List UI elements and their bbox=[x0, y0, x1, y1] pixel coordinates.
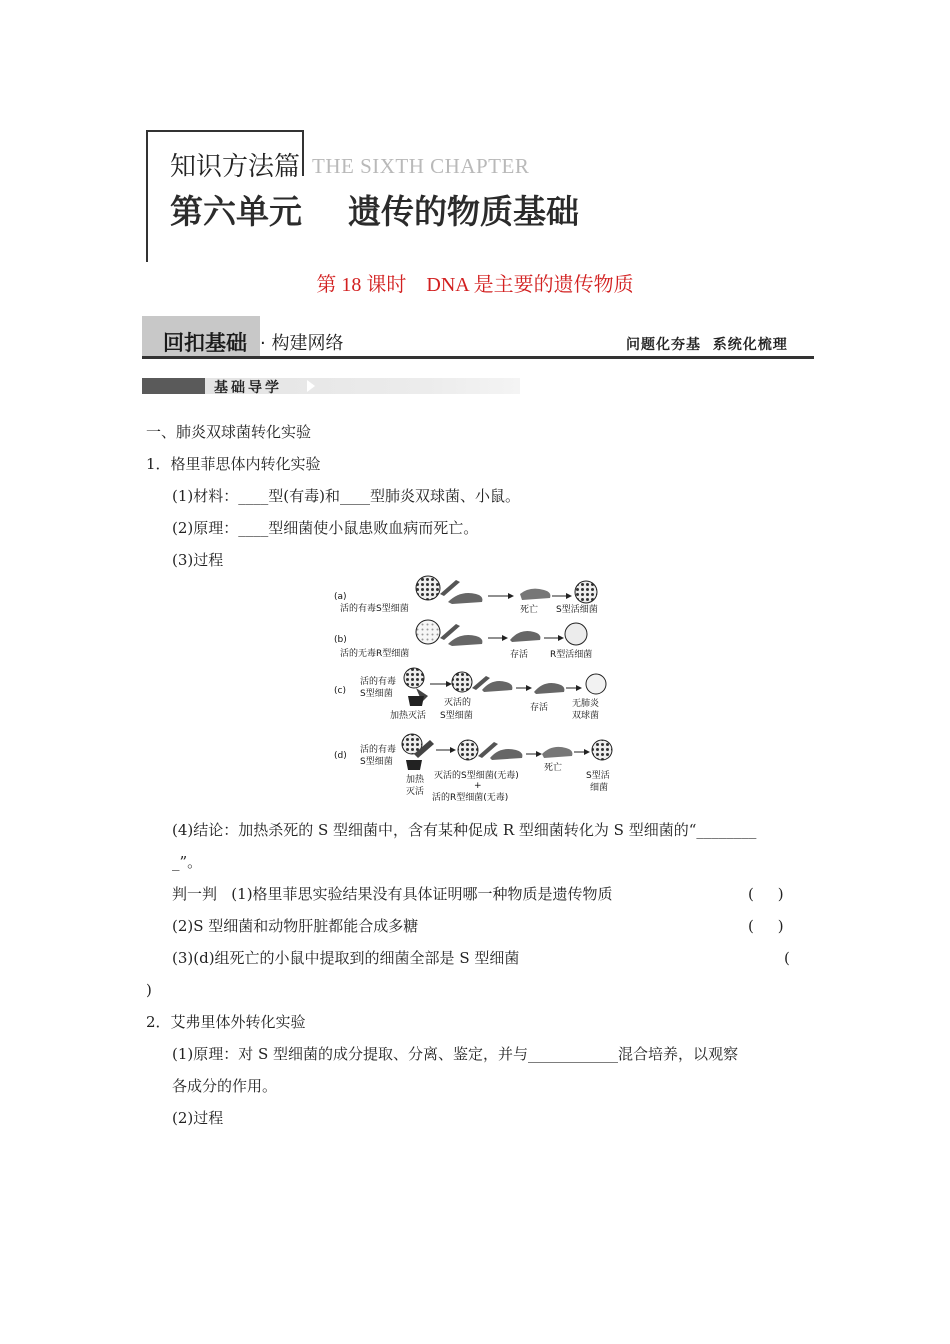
arrow-icon bbox=[450, 747, 456, 753]
row-d-right-label-2: 细菌 bbox=[590, 783, 609, 793]
syringe-icon bbox=[440, 580, 460, 596]
arrow-icon bbox=[502, 635, 508, 641]
judge-1-answer-bracket[interactable]: ( ) bbox=[748, 885, 784, 903]
item1-conclusion-cont: _”。 bbox=[172, 853, 203, 871]
row-b-left-label: 活的无毒R型细菌 bbox=[340, 649, 410, 659]
judge-2-answer-bracket[interactable]: ( ) bbox=[748, 917, 784, 935]
arrow-icon bbox=[576, 685, 582, 691]
header-frame-right-line bbox=[302, 130, 304, 176]
row-d-plus: + bbox=[474, 781, 482, 791]
row-a bbox=[334, 576, 598, 615]
mouse-icon bbox=[534, 683, 564, 694]
row-d-heat-label-1: 加热 bbox=[406, 775, 425, 785]
petri-dish-icon bbox=[452, 672, 472, 692]
judge-3-bracket-open[interactable]: ( bbox=[784, 949, 790, 967]
arrow-icon bbox=[584, 749, 590, 755]
unit-title: 第六单元 遗传的物质基础 bbox=[170, 192, 579, 231]
arrow-icon bbox=[536, 751, 542, 757]
item2-process: (2)过程 bbox=[172, 1109, 224, 1127]
item1-process: (3)过程 bbox=[172, 551, 224, 569]
judge-2: (2)S 型细菌和动物肝脏都能合成多糖 bbox=[172, 917, 419, 935]
header-frame-top-line bbox=[146, 130, 304, 132]
row-c-left-label-1: 活的有毒 bbox=[360, 677, 397, 687]
section-label: 知识方法篇 bbox=[170, 152, 301, 182]
mouse-icon bbox=[448, 635, 482, 646]
subheading-text: 基础导学 bbox=[214, 380, 282, 396]
arrow-icon bbox=[558, 635, 564, 641]
arrow-icon bbox=[526, 685, 532, 691]
petri-dish-icon bbox=[586, 674, 606, 694]
petri-dish-icon bbox=[592, 740, 612, 760]
row-c-heat-label: 加热灭活 bbox=[390, 711, 427, 721]
section-bar-underline bbox=[142, 356, 814, 359]
row-c-dead-label-2: S型细菌 bbox=[440, 711, 473, 721]
row-b-right-label: R型活细菌 bbox=[550, 650, 593, 660]
row-c-right-label-1: 无肺炎 bbox=[572, 699, 600, 709]
subheading-arrow-icon bbox=[307, 380, 315, 392]
row-d-mix-label-1: 灭活的S型细菌(无毒) bbox=[434, 771, 519, 781]
row-d-heat-label-2: 灭活 bbox=[406, 787, 425, 797]
row-c-left-label-2: S型细菌 bbox=[360, 689, 393, 699]
griffith-experiment-figure bbox=[330, 572, 620, 806]
dead-mouse-icon bbox=[520, 589, 550, 600]
item1-material: (1)材料：____型(有毒)和____型肺炎双球菌、小鼠。 bbox=[172, 487, 520, 505]
chapter-english-title: THE SIXTH CHAPTER bbox=[312, 154, 530, 178]
petri-dish-icon bbox=[404, 668, 424, 688]
dead-mouse-icon bbox=[542, 747, 572, 758]
petri-dish-icon bbox=[416, 620, 440, 644]
mouse-icon bbox=[490, 749, 522, 760]
row-c bbox=[334, 668, 606, 721]
lesson-title: 第 18 课时 DNA 是主要的遗传物质 bbox=[316, 274, 634, 296]
mouse-icon bbox=[448, 593, 482, 604]
arrow-icon bbox=[566, 593, 572, 599]
section-bar-subtitle: · 构建网络 bbox=[260, 333, 344, 354]
row-d bbox=[334, 734, 612, 803]
petri-dish-icon bbox=[565, 623, 587, 645]
petri-dish-icon bbox=[416, 576, 440, 600]
row-d-tag: (d) bbox=[334, 751, 347, 761]
arrow-icon bbox=[508, 593, 514, 599]
row-c-dead-label-1: 灭活的 bbox=[444, 698, 472, 708]
row-d-mid-label: 死亡 bbox=[544, 763, 563, 773]
petri-dish-icon bbox=[458, 740, 478, 760]
flask-icon bbox=[408, 696, 424, 706]
item2-title: 2．艾弗里体外转化实验 bbox=[146, 1013, 306, 1031]
row-b-mid-label: 存活 bbox=[510, 650, 529, 660]
row-a-left-label: 活的有毒S型细菌 bbox=[340, 604, 409, 614]
section-bar-slogan: 问题化夯基 系统化梳理 bbox=[626, 337, 788, 353]
row-c-mid-label: 存活 bbox=[530, 703, 549, 713]
row-b-tag: (b) bbox=[334, 635, 347, 645]
item1-principle: (2)原理：____型细菌使小鼠患败血病而死亡。 bbox=[172, 519, 479, 537]
row-d-left-label-1: 活的有毒 bbox=[360, 745, 397, 755]
row-a-tag: (a) bbox=[334, 592, 347, 602]
arrow-icon bbox=[446, 681, 452, 687]
row-d-left-label-2: S型细菌 bbox=[360, 757, 393, 767]
judge-3: (3)(d)组死亡的小鼠中提取到的细菌全部是 S 型细菌 bbox=[172, 949, 520, 967]
item2-principle-cont: 各成分的作用。 bbox=[172, 1077, 278, 1095]
section-bar-title: 回扣基础 bbox=[163, 331, 247, 355]
mouse-icon bbox=[510, 631, 540, 642]
flask-icon bbox=[406, 760, 422, 770]
item2-principle: (1)原理：对 S 型细菌的成分提取、分离、鉴定，并与____________混合培养，以观察 bbox=[172, 1045, 739, 1063]
mouse-icon bbox=[482, 681, 512, 692]
header-frame-left-line bbox=[146, 130, 148, 262]
judge-1: 判一判 (1)格里菲思实验结果没有具体证明哪一种物质是遗传物质 bbox=[172, 885, 613, 903]
petri-dish-icon bbox=[575, 581, 597, 603]
item1-title: 1．格里菲思体内转化实验 bbox=[146, 455, 321, 473]
judge-3-bracket-close: ) bbox=[146, 981, 152, 999]
row-a-mid-label: 死亡 bbox=[520, 605, 539, 615]
row-d-right-label-1: S型活 bbox=[586, 771, 610, 781]
item1-conclusion: (4)结论：加热杀死的 S 型细菌中，含有某种促成 R 型细菌转化为 S 型细菌的“________ bbox=[172, 821, 757, 839]
row-b bbox=[334, 620, 592, 660]
row-c-tag: (c) bbox=[334, 686, 346, 696]
row-d-mix-label-2: 活的R型细菌(无毒) bbox=[432, 793, 509, 803]
row-a-right-label: S型活细菌 bbox=[556, 605, 598, 615]
subheading-dark-block bbox=[142, 378, 207, 394]
row-c-right-label-2: 双球菌 bbox=[572, 711, 600, 721]
part1-heading: 一、肺炎双球菌转化实验 bbox=[146, 423, 312, 441]
